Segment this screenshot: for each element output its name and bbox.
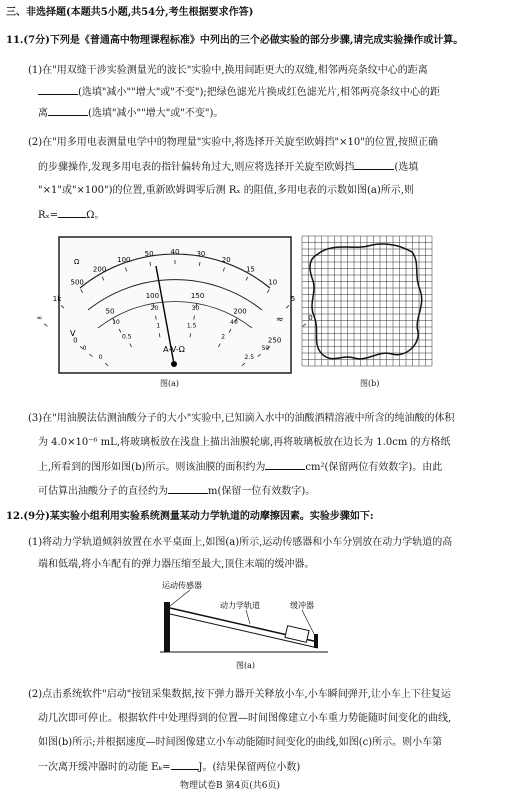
answer-blank[interactable] <box>168 484 208 494</box>
ohm-tick-label: 1k <box>52 294 62 303</box>
answer-blank[interactable] <box>58 208 86 218</box>
ohm-tick-label: 20 <box>221 255 231 264</box>
answer-blank[interactable] <box>354 160 394 170</box>
q12-p2-line1: (2)点击系统软件"启动"按钮采集数据,按下弹力器开关释放小车,小车瞬间弹开,让小车上下往复运 <box>28 689 451 700</box>
q11-p3-line1: (3)在"用油膜法估测油酸分子的大小"实验中,已知滴入水中的油酸酒精溶液中所含的纯油酸的体积 <box>28 413 455 424</box>
needle-pivot <box>171 361 177 367</box>
ohm-tick-label: 30 <box>196 250 206 258</box>
q11-intro: 11.(7分)下列是《普通高中物理课程标准》中列出的三个必做实验的部分步骤,请完成实验操作或计算。 <box>6 35 464 46</box>
ac-tick-label: 1 <box>156 322 161 330</box>
dc-tick-label: 200 <box>233 307 247 316</box>
oil-film-grid-figure <box>302 236 432 372</box>
q12-p1-line2: 端和低端,将小车配有的弹力器压缩至最大,顶住末端的缓冲器。 <box>38 559 315 570</box>
answer-blank[interactable] <box>171 760 199 770</box>
dc-tick-label: 50 <box>105 307 115 316</box>
dc2-tick-label: 30 <box>191 304 200 312</box>
q11-p3-line2: 为 4.0×10⁻⁶ mL,将玻璃板放在浅盘上描出油膜轮廓,再将玻璃板放在边长为 1.0cm 的方格纸 <box>38 437 451 448</box>
q11-p3-line4: 可估算出油酸分子的直径约为 m(保留一位有效数字)。 <box>38 486 316 497</box>
pointer-line <box>246 610 250 624</box>
motion-sensor <box>164 602 170 652</box>
ac-tick-label: 0.5 <box>122 333 132 341</box>
ohm-tick-label: 5 <box>290 294 296 303</box>
q12-fig-caption: 图(a) <box>236 661 256 670</box>
q11-p1-line3: 离 (选填"减小""增大"或"不变")。 <box>38 108 224 119</box>
oil-film-outline <box>310 244 422 359</box>
ohm-tick-label: ∞ <box>36 314 43 323</box>
tick-mark <box>44 324 47 327</box>
dc-symbol: ≈ <box>276 315 284 325</box>
ohm-tick-label: 40 <box>170 248 180 256</box>
ohm-tick-label: 50 <box>144 250 154 258</box>
q12-p2-line2: 动几次即可停止。根据软件中处理得到的位置—时间图像建立小车重力势能随时间变化的曲线, <box>38 713 452 724</box>
dc-tick-label: 150 <box>190 292 205 300</box>
dc2-tick-label: 10 <box>112 318 120 326</box>
label-track: 动力学轨道 <box>220 601 260 610</box>
dc2-tick-label: 0 <box>82 345 87 353</box>
dc-tick-label: 0 <box>73 336 78 345</box>
q12-p1-line1: (1)将动力学轨道倾斜放置在水平桌面上,如图(a)所示,运动传感器和小车分别放在动力学轨道的高 <box>28 537 453 548</box>
q12-intro: 12.(9分)某实验小组利用实验系统测量某动力学轨道的动摩擦因素。实验步骤如下: <box>6 511 374 522</box>
q11-p1-line2: (选填"减小""增大"或"不变");把绿色滤光片换成红色滤光片,相邻两亮条纹中心的距 <box>38 85 440 99</box>
answer-blank[interactable] <box>48 106 88 116</box>
meter-label: A-V-Ω <box>163 345 185 354</box>
ohm-tick-label: 100 <box>117 255 131 264</box>
multimeter-dial-figure <box>36 236 313 374</box>
ohm-tick-label: 10 <box>268 278 278 287</box>
q11-p2-line1: (2)在"用多用电表测量电学中的物理量"实验中,将选择开关旋至欧姆挡"×10"的位置,按照正确 <box>28 137 439 148</box>
ac-tick-label: 2.5 <box>244 354 255 362</box>
ohm-tick-label: 500 <box>70 278 84 287</box>
fig-a-caption: 图(a) <box>160 379 180 388</box>
dc2-tick-label: 50 <box>261 345 270 353</box>
track-setup-figure <box>150 578 340 658</box>
q11-p2-line4: Rₓ= Ω。 <box>38 210 105 221</box>
pointer-line <box>170 590 190 606</box>
page-footer: 物理试卷B 第4页(共6页) <box>180 781 280 791</box>
ac-tick-label: 2 <box>221 333 226 341</box>
q12-p2-line4: 一次离开缓冲器时的动能 Eₖ= J。(结果保留两位小数) <box>38 762 301 773</box>
dc-tick-label: 100 <box>145 292 160 300</box>
dc-tick-label: 250 <box>267 336 282 345</box>
q12-p2-line3: 如图(b)所示;并根据速度—时间图像建立小车动能随时间变化的曲线,如图(c)所示。则小车第 <box>38 737 443 748</box>
answer-blank[interactable] <box>38 85 78 95</box>
buffer <box>314 634 318 648</box>
q11-p1-line1: (1)在"用双缝干涉实验测量光的波长"实验中,换用间距更大的双缝,相邻两亮条纹中心的距离 <box>28 65 428 76</box>
dc2-tick-label: 20 <box>150 304 159 312</box>
answer-blank[interactable] <box>265 460 305 470</box>
ac-symbol: V <box>70 329 76 338</box>
ohm-tick-label: 200 <box>92 265 107 274</box>
q11-p2-line3: "×1"或"×100")的位置,重新欧姆调零后测 Rₓ 的阻值,多用电表的示数如图(a)所示,则 <box>38 185 414 196</box>
section-header: 三、非选择题(本题共5小题,共54分,考生根据要求作答) <box>6 7 254 18</box>
ohm-tick-label: 0 <box>308 314 313 323</box>
ohm-symbol: Ω <box>74 258 80 266</box>
fig-b-caption: 图(b) <box>360 379 380 388</box>
ac-tick-label: 1.5 <box>186 322 197 330</box>
dc2-tick-label: 40 <box>230 318 238 326</box>
ohm-tick-label: 15 <box>245 265 255 274</box>
label-buffer: 缓冲器 <box>290 601 314 610</box>
label-sensor: 运动传感器 <box>162 581 202 590</box>
q11-p2-line2: 的步骤操作,发现多用电表的指针偏转角过大,则应将选择开关旋至欧姆挡 (选填 <box>38 162 419 173</box>
ac-tick-label: 0 <box>98 354 103 362</box>
q11-p3-line3: 上,所看到的图形如图(b)所示。则该油膜的面积约为 cm²(保留两位有效数字)。由此 <box>38 462 443 473</box>
cart <box>285 626 309 643</box>
